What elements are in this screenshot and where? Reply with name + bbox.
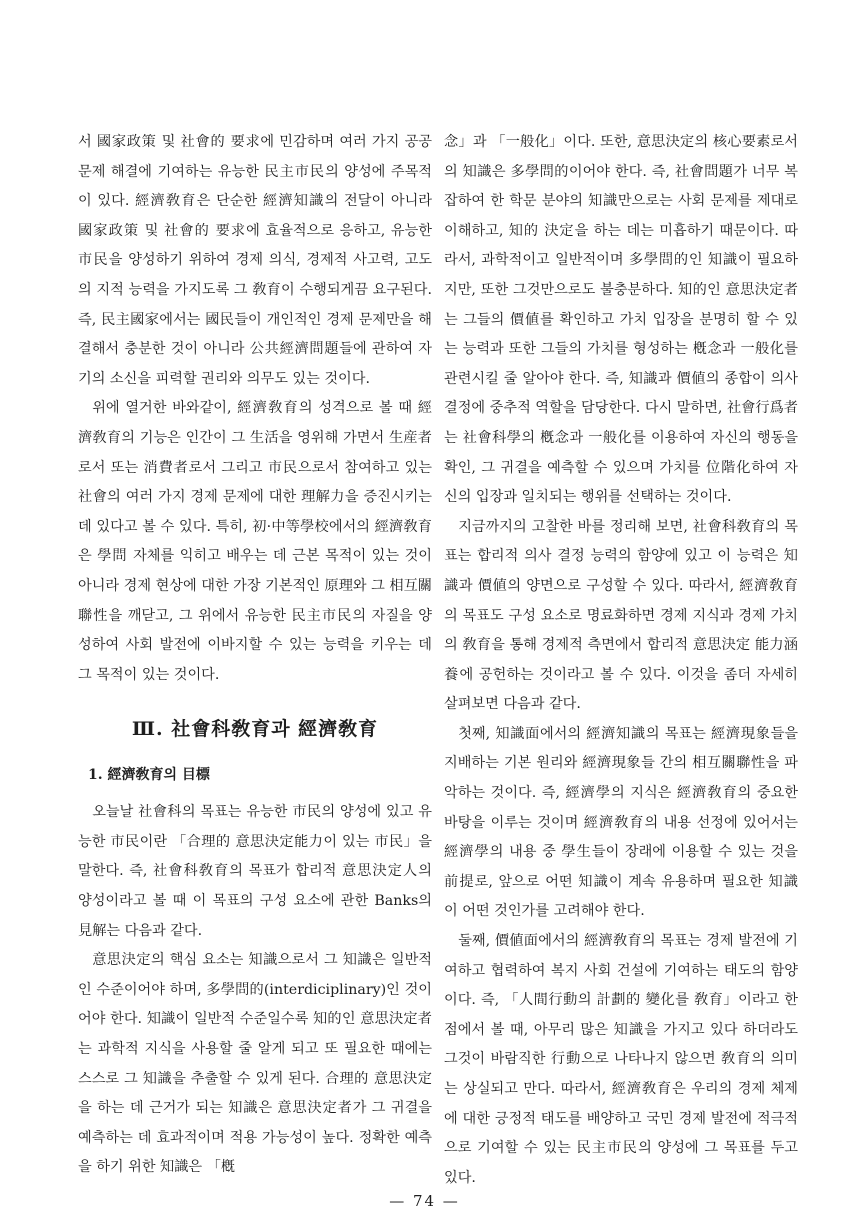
right-paragraph-1: 念」과 「一般化」이다. 또한, 意思決定의 核心要素로서의 知識은 多學問的이어야 한다. 즉, 社會問題가 너무 복잡하여 한 학문 분야의 知識만으로는 사회 문제를 제대로 이해하고, 知的 決定을 하는 데는 미흡하기 때문이다. 따라서, 과학적이고 일반적이며 多學問的인 知識이 필요하지만, 또한 그것만으로도 불충분하다. 知的인 意思決定者는 그들의 價値를 확인하고 가치 입장을 분명히 할 수 있는 능력과 또한 그들의 가치를 형성하는 槪念과 一般化를 관련시킬 줄 알아야 한다. 즉, 知識과 價値의 종합이 의사 결정에 중추적 역할을 담당한다. 다시 말하면, 社會行爲者는 社會科學의 槪念과 一般化를 이용하여 자신의 행동을 확인, 그 귀결을 예측할 수 있으며 가치를 位階化하여 자신의 입장과 일치되는 행위를 선택하는 것이다. bbox=[444, 134, 798, 506]
left-paragraph-3: 오늘날 社會科의 목표는 유능한 市民의 양성에 있고 유능한 市民이란 「合理的 意思決定能力이 있는 市民」을 말한다. 즉, 社會科敎育의 목표가 합리적 意思決定人의 양성이라고 볼 때 이 목표의 구성 요소에 관한 Banks의 見解는 다음과 같다. bbox=[78, 804, 432, 939]
right-paragraph-2: 지금까지의 고찰한 바를 정리해 보면, 社會科敎育의 목표는 합리적 의사 결정 능력의 함양에 있고 이 능력은 知識과 價値의 양면으로 구성할 수 있다. 따라서, 經濟敎育의 목표도 구성 요소로 명료화하면 경제 지식과 경제 가치의 敎育을 통해 경제적 측면에서 합리적 意思決定 能力涵養에 공헌하는 것이라고 볼 수 있다. 이것을 좀더 자세히 살펴보면 다음과 같다. bbox=[444, 518, 798, 713]
subsection-title: 1. 經濟敎育의 目標 bbox=[88, 767, 210, 784]
section-title: Ⅲ. 社會科敎育과 經濟敎育 bbox=[131, 718, 379, 741]
page-number: — 74 — bbox=[389, 1192, 460, 1210]
right-paragraph-3: 첫째, 知識面에서의 經濟知識의 목표는 經濟現象들을 지배하는 기본 원리와 經濟現象들 간의 相互關聯性을 파악하는 것이다. 즉, 經濟學의 지식은 經濟敎育의 중요한 바탕을 이루는 것이며 經濟敎育의 내용 선정에 있어서는 經濟學의 내용 중 學生들이 장래에 이용할 수 있는 것을 前提로, 앞으로 어떤 知識이 계속 유용하며 필요한 知識이 어떤 것인가를 고려해야 한다. bbox=[444, 725, 798, 920]
left-paragraph-1: 서 國家政策 및 社會的 要求에 민감하며 여러 가지 공공 문제 해결에 기여하는 유능한 民主市民의 양성에 주목적이 있다. 經濟敎育은 단순한 經濟知識의 전달이 아니라 國家政策 및 社會的 要求에 효율적으로 응하고, 유능한 市民을 양성하기 위하여 경제 의식, 경제적 사고력, 고도의 지적 능력을 가지도록 그 敎育이 수행되게끔 요구된다. 즉, 民主國家에서는 國民들이 개인적인 경제 문제만을 해결해서 충분한 것이 아니라 公共經濟問題들에 관하여 자기의 소신을 피력할 권리와 의무도 있는 것이다. bbox=[78, 134, 432, 387]
left-column bbox=[78, 128, 432, 1183]
right-column bbox=[444, 128, 798, 1193]
left-paragraph-2: 위에 열거한 바와같이, 經濟敎育의 성격으로 볼 때 經濟敎育의 기능은 인간이 그 生活을 영위해 가면서 生産者로서 또는 消費者로서 그리고 市民으로서 참여하고 있는 社會의 여러 가지 경제 문제에 대한 理解力을 증진시키는 데 있다고 볼 수 있다. 특히, 初·中等學校에서의 經濟敎育은 學問 자체를 익히고 배우는 데 근본 목적이 있는 것이 아니라 경제 현상에 대한 가장 기본적인 原理와 그 相互關聯性을 깨닫고, 그 위에서 유능한 民主市民의 자질을 양성하여 사회 발전에 이바지할 수 있는 능력을 키우는 데 그 목적이 있는 것이다. bbox=[78, 400, 432, 683]
right-paragraph-4: 둘째, 價値面에서의 經濟敎育의 목표는 경제 발전에 기여하고 협력하여 복지 사회 건설에 기여하는 태도의 함양이다. 즉, 「人間行動의 計劃的 變化를 敎育」이라고 한 점에서 볼 때, 아무리 많은 知識을 가지고 있다 하더라도 그것이 바람직한 行動으로 나타나지 않으면 敎育의 의미는 상실되고 만다. 따라서, 經濟敎育은 우리의 경제 체제에 대한 긍정적 태도를 배양하고 국민 경제 발전에 적극적으로 기여할 수 있는 民主市民의 양성에 그 목표를 두고 있다. bbox=[444, 933, 798, 1186]
left-paragraph-4: 意思決定의 핵심 요소는 知識으로서 그 知識은 일반적인 수준이어야 하며, 多學問的(interdiciplinary)인 것이어야 한다. 知識이 일반적 수준일수록 知的인 意思決定者는 과학적 지식을 사용할 줄 알게 되고 또 필요한 때에는 스스로 그 知識을 추출할 수 있게 된다. 合理的 意思決定을 하는 데 근거가 되는 知識은 意思決定者가 그 귀결을 예측하는 데 효과적이며 적용 가능성이 높다. 정확한 예측을 하기 위한 知識은 「槪 bbox=[78, 952, 432, 1176]
